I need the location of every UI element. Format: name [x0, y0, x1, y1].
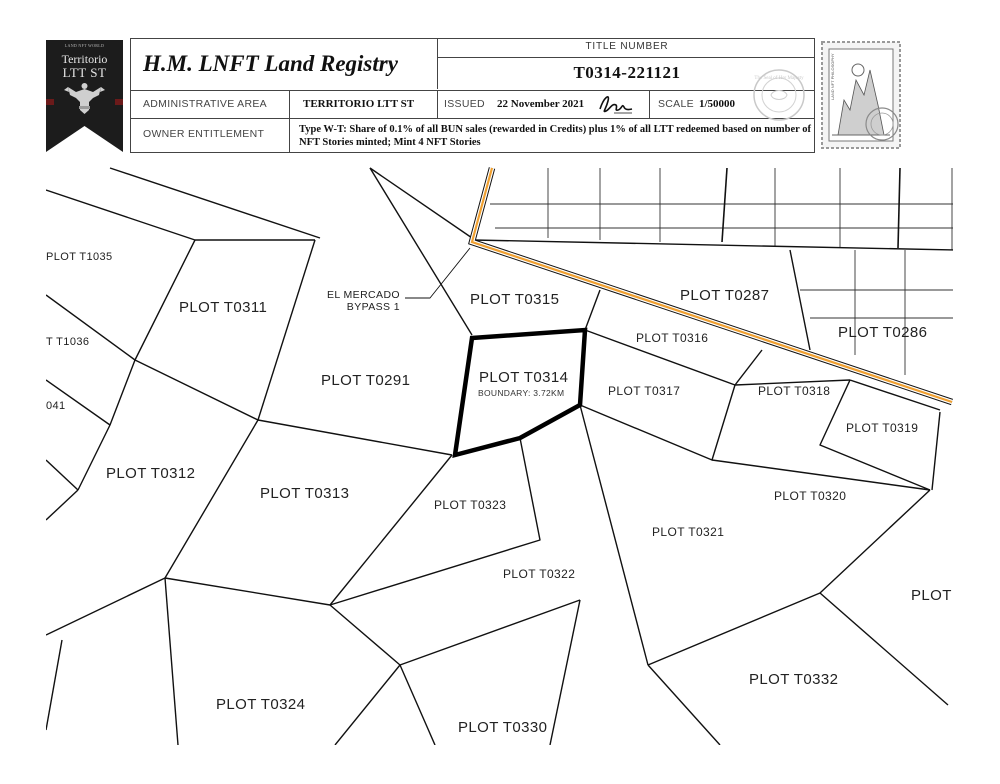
plot-label-edge: PLOT	[911, 587, 952, 604]
plot-label-t0321: PLOT T0321	[652, 525, 725, 539]
plot-label-t0312: PLOT T0312	[106, 465, 196, 482]
registry-title: H.M. LNFT Land Registry	[143, 51, 398, 76]
title-number-value: T0314-221121	[573, 63, 681, 82]
plot-label-t0319: PLOT T0319	[846, 421, 919, 435]
plot-label-t0330: PLOT T0330	[458, 719, 548, 736]
plot-label-t0311: PLOT T0311	[179, 299, 268, 316]
plot-label-t0313: PLOT T0313	[260, 485, 350, 502]
stamp-side-text: LAND NFT PHILOSOPHY	[830, 53, 835, 100]
issued-label: ISSUED	[444, 98, 485, 110]
seal-icon	[751, 67, 807, 123]
owner-entitlement-label: OWNER ENTITLEMENT	[143, 128, 265, 140]
plot-map	[46, 165, 953, 745]
plot-label-t1041: 041	[46, 400, 66, 412]
plot-boundary-length: BOUNDARY: 3.72KM	[478, 388, 565, 398]
postage-stamp	[820, 40, 902, 150]
banner-small-text: LAND NFT WORLD	[64, 43, 105, 48]
admin-area-value: TERRITORIO LTT ST	[303, 98, 415, 110]
banner-title-line2: LTT ST	[62, 65, 107, 80]
plot-label-t0316: PLOT T0316	[636, 331, 709, 345]
signature-icon	[596, 91, 636, 117]
road-label-el-mercado-bypass	[304, 289, 400, 313]
plot-label-t0320: PLOT T0320	[774, 489, 847, 503]
plot-label-t0314: PLOT T0314	[479, 369, 569, 386]
plot-map-lines	[46, 165, 953, 745]
plot-label-t0287: PLOT T0287	[680, 287, 770, 304]
road-label-line2: BYPASS 1	[346, 301, 400, 313]
el-mercado-bypass-road	[472, 168, 952, 402]
plot-label-t0286: PLOT T0286	[838, 324, 928, 341]
plot-label-t0315: PLOT T0315	[470, 291, 560, 308]
seal-text: The Seal of Her Majesty	[754, 76, 804, 81]
registry-header-table	[130, 38, 815, 153]
plot-label-t0324: PLOT T0324	[216, 696, 306, 713]
road-label-line1: EL MERCADO	[326, 289, 400, 301]
plot-label-t0332: PLOT T0332	[749, 671, 839, 688]
scale-value: 1/50000	[699, 98, 736, 110]
plot-label-t0322: PLOT T0322	[503, 567, 576, 581]
banner-title-line1: Territorio	[61, 52, 108, 66]
scale-label: SCALE	[658, 98, 694, 110]
plot-label-t0291: PLOT T0291	[321, 372, 411, 389]
title-number-label: TITLE NUMBER	[585, 41, 669, 52]
plot-label-t1036: T T1036	[46, 336, 90, 348]
plot-label-t0323: PLOT T0323	[434, 498, 507, 512]
plot-label-t1035: PLOT T1035	[46, 251, 113, 263]
plot-label-t0318: PLOT T0318	[758, 384, 831, 398]
owner-entitlement-value: Type W-T: Share of 0.1% of all BUN sales (rewarded in Credits) plus 1% of all LTT redeemed based on number of NFT Stories minted; Mint 4 NFT Stories	[299, 124, 812, 148]
plot-label-t0317: PLOT T0317	[608, 384, 681, 398]
issued-value: 22 November 2021	[497, 98, 585, 110]
admin-area-label: ADMINISTRATIVE AREA	[143, 98, 267, 110]
territory-banner	[46, 40, 123, 152]
postage-stamp-icon	[820, 40, 902, 150]
